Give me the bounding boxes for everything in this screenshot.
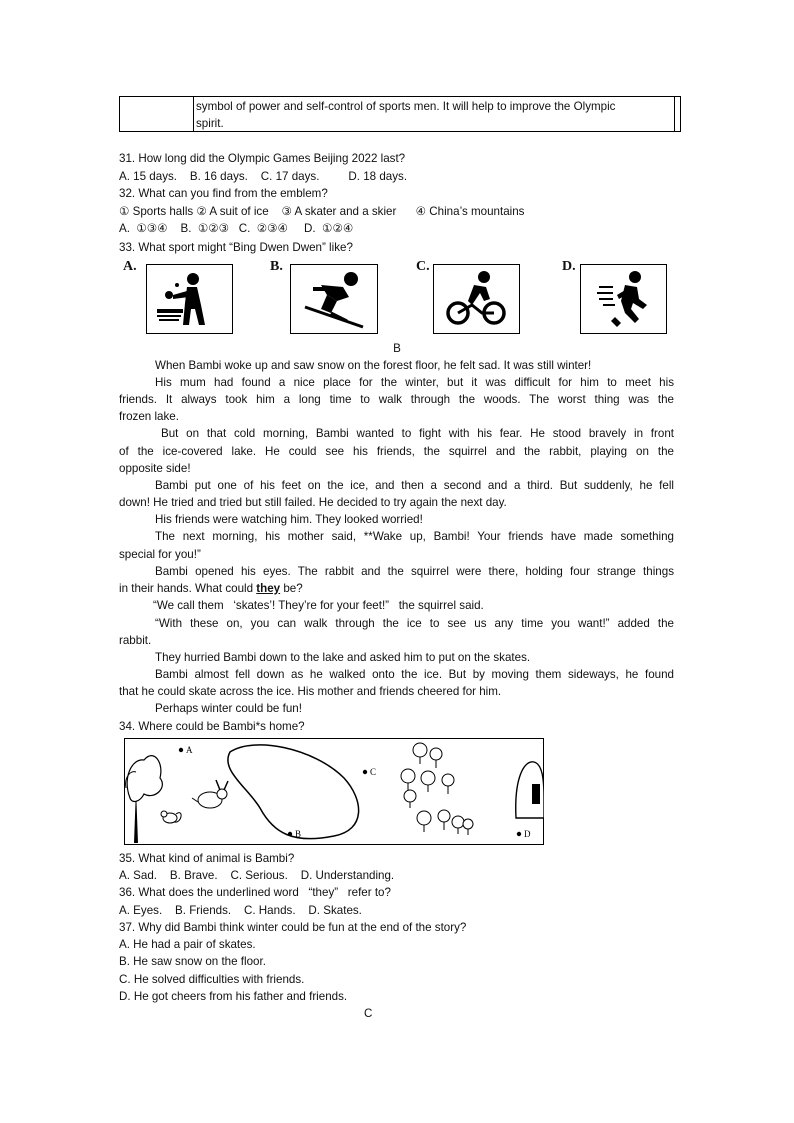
q31-options: A. 15 days. B. 16 days. C. 17 days. D. 18 days. — [119, 170, 408, 183]
q37-option-d: D. He got cheers from his father and friends. — [119, 990, 348, 1003]
passage-p6-line1: The next morning, his mother said, **Wake up, Bambi! Your friends have made something — [155, 530, 674, 543]
q36-question: 36. What does the underlined word “they” refer to? — [119, 886, 391, 899]
q33-label-d: D. — [562, 259, 576, 274]
passage-p2-line2: friends. It always took him a long time to walk through the woods. The worst thing was the — [119, 393, 674, 406]
passage-p7-line2 — [119, 580, 303, 597]
passage-p8: “We call them ‘skates’! They’re for your feet!” the squirrel said. — [153, 599, 484, 612]
q35-question: 35. What kind of animal is Bambi? — [119, 852, 295, 865]
table-text-line-2: spirit. — [196, 117, 224, 131]
passage-p7-line2-end: be? — [280, 582, 303, 595]
passage-p12: Perhaps winter could be fun! — [155, 702, 302, 715]
table-text-line-1: symbol of power and self-control of sports men. It will help to improve the Olympic — [196, 100, 616, 113]
skier-icon — [290, 264, 378, 334]
q32-question: 32. What can you find from the emblem? — [119, 187, 328, 200]
map-point-c: C — [370, 767, 377, 777]
section-c-heading: C — [364, 1007, 373, 1020]
map-point-b: B — [295, 829, 302, 839]
passage-p9-line2: rabbit. — [119, 634, 152, 647]
q33-label-a: A. — [123, 259, 137, 274]
q37-option-c: C. He solved difficulties with friends. — [119, 973, 305, 986]
q32-options: A. ①③④ B. ①②③ C. ②③④ D. ①②④ — [119, 222, 354, 235]
q35-options: A. Sad. B. Brave. C. Serious. D. Understanding. — [119, 869, 395, 882]
table-right-cell — [196, 98, 673, 133]
q32-items: ① Sports halls ② A suit of ice ③ A skater and a skier ④ China’s mountains — [119, 205, 525, 218]
passage-p9-line1: “With these on, you can walk through the ice to see us any time you want!” added the — [155, 617, 674, 630]
passage-p2-line3: frozen lake. — [119, 410, 179, 423]
q34-question: 34. Where could be Bambi*s home? — [119, 720, 305, 733]
q33-label-b: B. — [270, 259, 283, 274]
q37-question: 37. Why did Bambi think winter could be fun at the end of the story? — [119, 921, 467, 934]
map-point-d: D — [524, 829, 531, 839]
lake-map-figure — [124, 738, 544, 845]
passage-p11-line2: that he could skate across the ice. His mother and friends cheered for him. — [119, 685, 502, 698]
runner-icon — [580, 264, 667, 334]
passage-p5: His friends were watching him. They looked worried! — [155, 513, 423, 526]
passage-p3-line3: opposite side! — [119, 462, 191, 475]
q37-option-b: B. He saw snow on the floor. — [119, 955, 266, 968]
passage-p10: They hurried Bambi down to the lake and asked him to put on the skates. — [155, 651, 531, 664]
passage-p3-line2: of the ice-covered lake. He could see his friends, the squirrel and the rabbit, playing on the — [119, 445, 674, 458]
table-right-edge — [674, 97, 675, 131]
q36-options: A. Eyes. B. Friends. C. Hands. D. Skates. — [119, 904, 362, 917]
cyclist-icon — [433, 264, 520, 334]
passage-p1: When Bambi woke up and saw snow on the forest floor, he felt sad. It was still winter! — [155, 359, 592, 372]
section-b-heading: B — [393, 342, 401, 355]
passage-p11-line1: Bambi almost fell down as he walked onto the ice. But by moving them sideways, he found — [155, 668, 674, 681]
table-tennis-player-icon — [146, 264, 233, 334]
map-point-a: A — [186, 745, 193, 755]
passage-p7-line2-start: in their hands. What could — [119, 582, 257, 595]
q37-option-a: A. He had a pair of skates. — [119, 938, 256, 951]
passage-p7-line1: Bambi opened his eyes. The rabbit and the squirrel were there, holding four strange things — [155, 565, 674, 578]
passage-p2-line1: His mum had found a nice place for the winter, but it was difficult for him to meet his — [155, 376, 674, 389]
table-left-cell — [120, 97, 194, 131]
passage-p4-line2: down! He tried and tried but still failed. He decided to try again the next day. — [119, 496, 507, 509]
q33-label-c: C. — [416, 259, 430, 274]
q31-question: 31. How long did the Olympic Games Beijing 2022 last? — [119, 152, 406, 165]
underlined-word-they: they — [256, 582, 281, 595]
passage-p6-line2: special for you!” — [119, 548, 201, 561]
passage-p4-line1: Bambi put one of his feet on the ice, and then a second and a third. But suddenly, he fell — [155, 479, 674, 492]
continuation-table — [119, 96, 681, 132]
q33-question: 33. What sport might “Bing Dwen Dwen” like? — [119, 241, 353, 254]
passage-p3-line1: But on that cold morning, Bambi wanted to fight with his fear. He stood bravely in front — [161, 427, 674, 440]
